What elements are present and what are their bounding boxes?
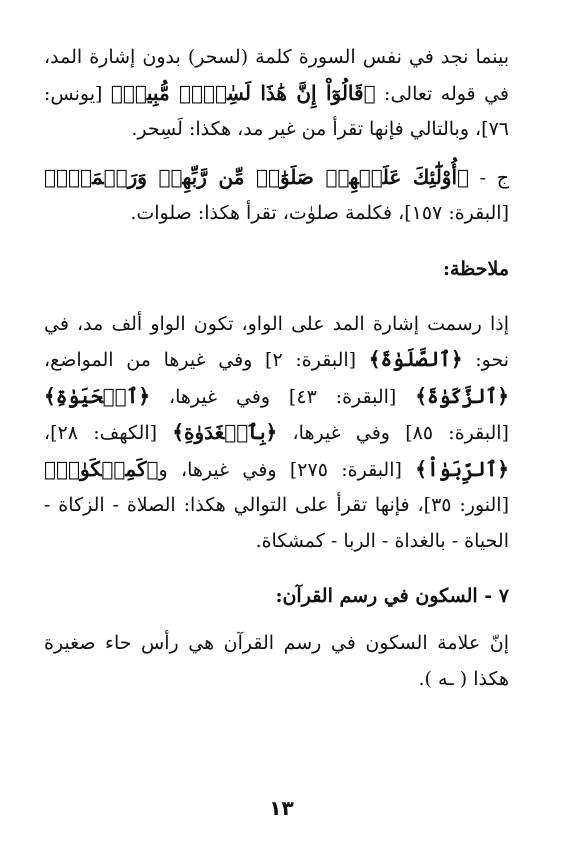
note-text-6: [البقرة: ٢٧٥] وفي غيرها، و <box>158 458 416 481</box>
section-7-paragraph: إنّ علامة السكون في رسم القرآن هي رأس حاء صغيرة هكذا ( ـه ). <box>44 632 509 690</box>
note-paragraph <box>44 307 509 560</box>
paragraph-1-text-a: بينما نجد في نفس السورة كلمة (لسحر) بدون إشارة المد، في قوله تعالى: <box>44 46 509 105</box>
note-text-7: [النور: ٣٥]، فإنها تقرأ على التوالي هكذا: الصلاة - الزكاة - الحياة - بالغداة - الربا - كمشكاة. <box>44 494 509 552</box>
quran-ayah-baqarah-157: ﴿أُوْلَٰٓئِكَ عَلَيۡهِمۡ صَلَوَٰتٞ مِّن رَّبِّهِمۡ وَرَحۡمَةٞۖ﴾ <box>44 164 470 189</box>
paragraph-2-text-a: ج - <box>469 166 510 189</box>
note-text-2: [البقرة: ٢] وفي غيرها من المواضع، <box>44 349 369 371</box>
paragraph-2 <box>44 160 509 232</box>
quran-ayah-yunus-76: ﴿قَالُوٓاْ إِنَّ هَٰذَا لَسِٰحۡرٞ مُّبِينٞ﴾ <box>110 80 376 105</box>
quran-word-zakah: ﴿ٱلزَّكَوٰةَ﴾ <box>415 383 509 408</box>
page-body <box>44 40 509 697</box>
note-text-3: [البقرة: ٤٣] وفي غيرها، <box>150 385 416 408</box>
page-number: ١٣ <box>269 796 294 820</box>
quran-word-ghadah: ﴿بِٱلۡغَدَوٰةِ﴾ <box>172 420 278 444</box>
section-7-heading: ٧ - السكون في رسم القرآن: <box>275 585 509 607</box>
quran-word-mishkah: ﴿كَمِشۡكَوٰةٖ﴾ <box>44 456 159 481</box>
note-text-1: إذا رسمت إشارة المد على الواو، تكون الواو ألف مد، في نحو: <box>44 312 510 371</box>
note-text-5: [الكهف: ٢٨]، <box>44 422 173 444</box>
paragraph-2-text-b: [البقرة: ١٥٧]، فكلمة صلوٰت، تقرأ هكذا: صلوات. <box>130 202 509 224</box>
paragraph-1 <box>44 40 509 148</box>
note-heading: ملاحظة: <box>442 257 509 280</box>
quran-word-hayah: ﴿ٱلۡحَيَوٰةِ﴾ <box>44 383 151 408</box>
quran-word-salah: ﴿ٱلصَّلَوٰةَ﴾ <box>368 347 463 371</box>
paragraph-1-text-b: [يونس: ٧٦]، وبالتالي فإنها تقرأ من غير مد، هكذا: لَسِحر. <box>44 82 509 140</box>
note-text-4: [البقرة: ٨٥] وفي غيرها، <box>277 422 509 444</box>
quran-word-riba: ﴿ٱلرِّبَوٰاْ﴾ <box>415 456 509 481</box>
